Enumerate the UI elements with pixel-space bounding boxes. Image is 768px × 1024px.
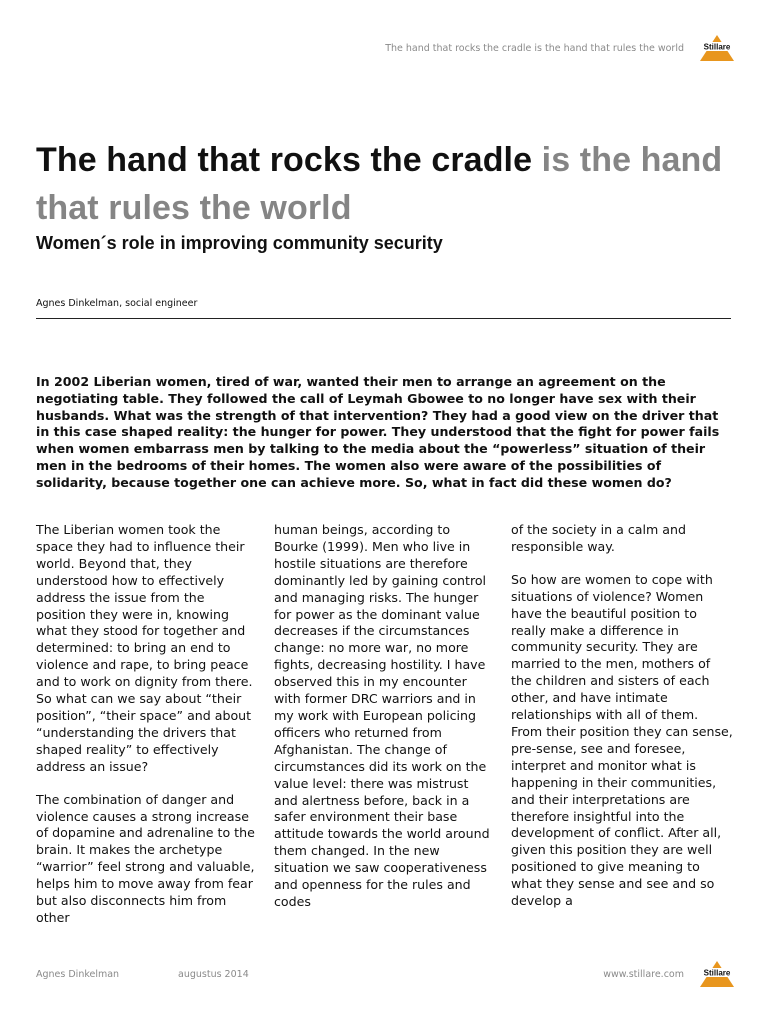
paragraph: of the society in a calm and responsible way. [511,522,686,554]
paragraph: So how are women to cope with situations of violence? Women have the beautiful position to really make a difference in community security. They are married to the men, mothers of the children and sisters of each other, and have intimate relationships with all of them. From their position they can sense, pre-sense, see and foresee, interpret and monitor what is happening in their communities, and their interpretations are therefore insightful into the development of conflict. After all, given this position they are well positioned to give meaning to what they sense and see and so develop a [511,571,733,909]
text-column-1 [36,522,258,943]
paragraph: The combination of danger and violence causes a strong increase of dopamine and adrenaline to the brain. It makes the archetype “warrior” feel strong and valuable, helps him to move away from fear but also disconnects him from other [36,791,255,925]
author-line: Agnes Dinkelman, social engineer [36,298,198,309]
running-header: The hand that rocks the cradle is the hand that rules the world [385,43,684,54]
stillare-logo [697,959,737,991]
title-dark-part: The hand that rocks the cradle [36,141,533,179]
intro-paragraph: In 2002 Liberian women, tired of war, wanted their men to arrange an agreement on the negotiating table. They followed the call of Leymah Gbowee to no longer have sex with their husbands. What was the strength of that intervention? They had a good view on the driver that in this case shaped reality: the hunger for power. They understood that the fight for power fails when women embarrass men by talking to the media about the “powerless” situation of their men in the bedrooms of their homes. The women also were aware of the possibilities of solidarity, because together one can achieve more. So, what in fact did these women do? [36,374,720,490]
title-grey-part: is the hand that rules the world [36,141,723,227]
paragraph: The Liberian women took the space they had to influence their world. Beyond that, they understood how to effectively address the issue from the position they were in, knowing what they stood for together and determined: to bring an end to violence and rape, to bring peace and to work on dignity from there. So what can we say about “their position”, “their space” and about “understanding the drivers that shaped reality” to effectively address an issue? [36,522,253,774]
svg-text:Stillare: Stillare [703,42,731,52]
footer-date: augustus 2014 [178,969,249,980]
text-column-2 [274,522,496,927]
footer-url[interactable]: www.stillare.com [603,969,684,980]
article-subtitle: Women´s role in improving community security [36,233,443,253]
article-title [36,136,736,232]
divider [36,318,731,319]
svg-text:Stillare: Stillare [703,968,731,978]
paragraph: human beings, according to Bourke (1999). Men who live in hostile situations are therefore dominantly led by gaining control and managing risks. The hunger for power as the dominant value decreases if the circumstances change: no more war, no more fights, decreasing hostility. I have observed this in my encounter with former DRC warriors and in my work with European policing officers who returned from Afghanistan. The change of circumstances did its work on the value level: there was mistrust and alertness before, back in a safer environment their base attitude towards the world around them changed. In the new situation we saw cooperativeness and openness for the rules and codes [274,522,490,909]
stillare-logo [697,33,737,65]
footer-author: Agnes Dinkelman [36,969,120,980]
text-column-3 [511,522,733,926]
